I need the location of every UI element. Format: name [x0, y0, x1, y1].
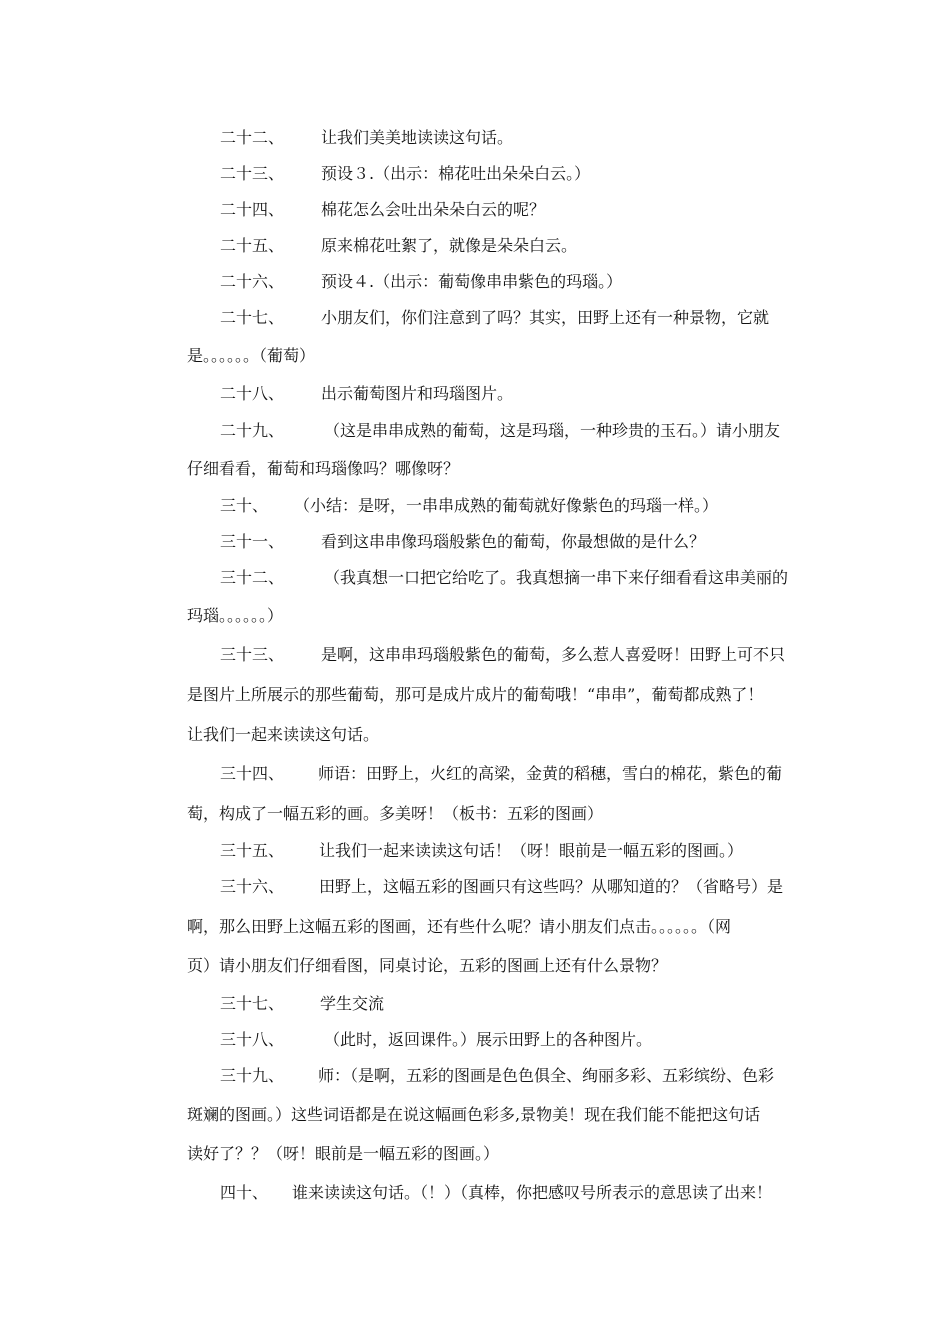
item-number: 二十五、 — [220, 236, 285, 255]
item-number: 三十二、 — [220, 568, 285, 587]
item-text-continued: 玛瑙。。。。。。） — [187, 606, 284, 625]
item-number: 三十一、 — [220, 532, 285, 551]
item-number: 二十七、 — [220, 308, 285, 327]
item-text: 是啊，这串串玛瑙般紫色的葡萄，多么惹人喜爱呀！田野上可不只 — [321, 645, 786, 664]
item-text-continued: 让我们一起来读读这句话。 — [187, 725, 380, 744]
item-number: 二十二、 — [220, 128, 285, 147]
item-text: （这是串串成熟的葡萄，这是玛瑙，一种珍贵的玉石。）请小朋友 — [324, 421, 781, 440]
item-number: 三十五、 — [220, 841, 285, 860]
item-text: 看到这串串像玛瑙般紫色的葡萄，你最想做的是什么？ — [321, 532, 706, 551]
item-number: 二十三、 — [220, 164, 285, 183]
item-text: 谁来读读这句话。（！）（真棒，你把感叹号所表示的意思读了出来！ — [292, 1183, 773, 1202]
item-number: 三十七、 — [220, 994, 285, 1013]
item-number: 三十九、 — [220, 1066, 285, 1085]
item-number: 三十四、 — [220, 764, 285, 783]
item-text: 让我们美美地读读这句话。 — [321, 128, 514, 147]
item-number: 三十三、 — [220, 645, 285, 664]
item-text: （我真想一口把它给吃了。我真想摘一串下来仔细看看这串美丽的 — [324, 568, 789, 587]
item-number: 二十六、 — [220, 272, 285, 291]
item-text: 原来棉花吐絮了，就像是朵朵白云。 — [321, 236, 578, 255]
item-text: 学生交流 — [320, 994, 385, 1013]
item-text: 出示葡萄图片和玛瑙图片。 — [321, 384, 514, 403]
item-text: 预设４.（出示：葡萄像串串紫色的玛瑙。） — [321, 272, 623, 291]
item-text: （此时，返回课件。）展示田野上的各种图片。 — [324, 1030, 653, 1049]
item-text: 师语：田野上，火红的高梁，金黄的稻穗，雪白的棉花，紫色的葡 — [318, 764, 783, 783]
item-text: 棉花怎么会吐出朵朵白云的呢？ — [321, 200, 546, 219]
item-number: 三十八、 — [220, 1030, 285, 1049]
item-number: 二十四、 — [220, 200, 285, 219]
item-text: 田野上，这幅五彩的图画只有这些吗？从哪知道的？（省略号）是 — [319, 877, 784, 896]
item-text-continued: 是。。。。。。（葡萄） — [187, 346, 316, 365]
item-text-continued: 仔细看看，葡萄和玛瑙像吗？哪像呀？ — [187, 459, 460, 478]
item-number: 三十、 — [220, 496, 269, 515]
item-text-continued: 萄，构成了一幅五彩的画。多美呀！（板书：五彩的图画） — [187, 804, 604, 823]
item-text-continued: 页）请小朋友们仔细看图，同桌讨论，五彩的图画上还有什么景物？ — [187, 956, 668, 975]
item-text: 师：（是啊，五彩的图画是色色俱全、绚丽多彩、五彩缤纷、色彩 — [318, 1066, 775, 1085]
item-text: （小结：是呀，一串串成熟的葡萄就好像紫色的玛瑙一样。） — [294, 496, 719, 515]
item-text: 让我们一起来读读这句话！（呀！眼前是一幅五彩的图画。） — [319, 841, 744, 860]
item-number: 二十八、 — [220, 384, 285, 403]
item-text: 小朋友们，你们注意到了吗？其实，田野上还有一种景物，它就 — [321, 308, 770, 327]
item-number: 四十、 — [220, 1183, 269, 1202]
item-text: 预设３.（出示：棉花吐出朵朵白云。） — [321, 164, 591, 183]
item-text-continued: 啊，那么田野上这幅五彩的图画，还有些什么呢？请小朋友们点击。。。。。。（网 — [187, 917, 732, 936]
item-text-continued: 是图片上所展示的那些葡萄，那可是成片成片的葡萄哦！“串串”，葡萄都成熟了！ — [187, 685, 764, 704]
item-number: 二十九、 — [220, 421, 285, 440]
item-text-continued: 斑斓的图画。）这些词语都是在说这幅画色彩多,景物美！现在我们能不能把这句话 — [187, 1105, 761, 1124]
item-number: 三十六、 — [220, 877, 285, 896]
item-text-continued: 读好了？？（呀！眼前是一幅五彩的图画。） — [187, 1144, 500, 1163]
